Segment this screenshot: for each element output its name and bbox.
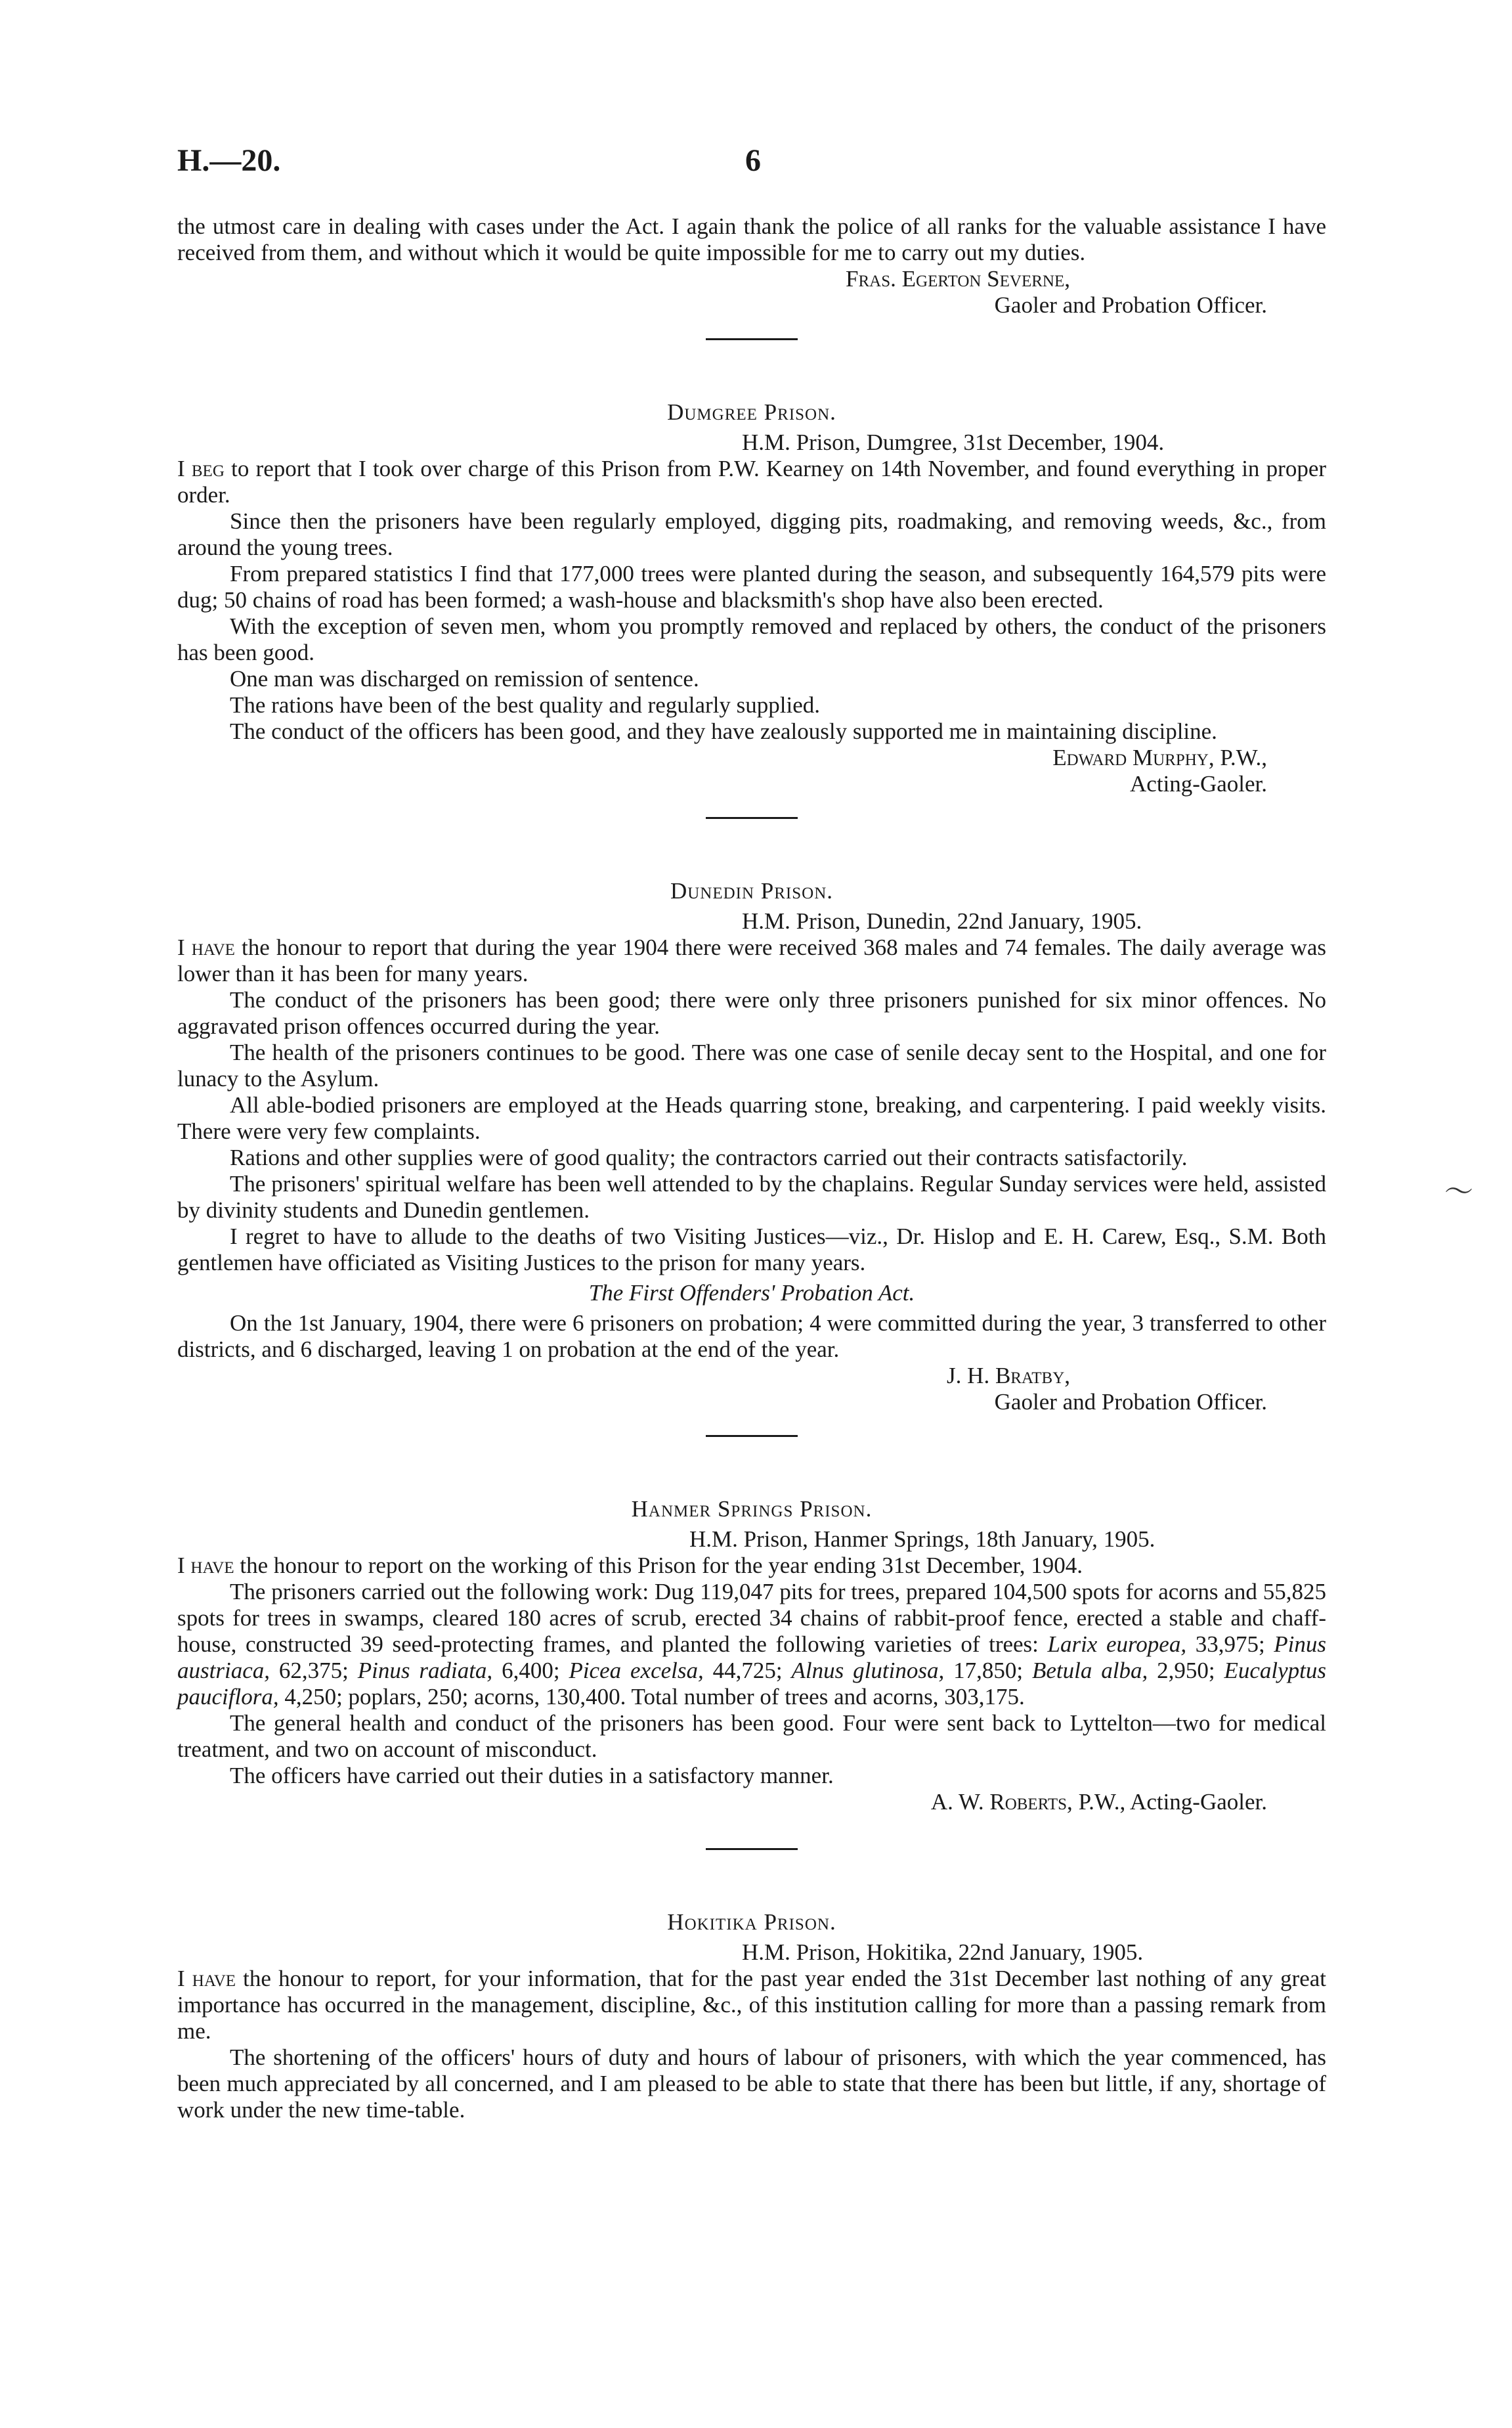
paragraph [177, 456, 1326, 508]
paragraph-text: to report that I took over charge of this Prison from P.W. Kearney on 14th November, and found everything in proper order. [177, 456, 1327, 508]
paragraph: The rations have been of the best quality and regularly supplied. [230, 692, 821, 718]
species-count: 17,850; [944, 1658, 1032, 1683]
paragraph-lead: I have [177, 935, 235, 960]
section-title: Hokitika Prison. [667, 1909, 836, 1935]
species-name: Pinus austriaca, [177, 1631, 1326, 1683]
paragraph: On the 1st January, 1904, there were 6 prisoners on probation; 4 were committed during the year, 3 transferred to other districts, and 6 discharged, leaving 1 on probation at the end of the year. [177, 1310, 1326, 1362]
section-divider [706, 338, 798, 340]
signatory-name: Fras. Egerton Severne, [846, 266, 1070, 292]
dateline: H.M. Prison, Hanmer Springs, 18th January, 1905. [689, 1526, 1156, 1552]
paragraph: From prepared statistics I find that 177,000 trees were planted during the season, and subsequently 164,579 pits were dug; 50 chains of road has been formed; a wash-house and blacksmith's shop have also been erected. [177, 561, 1326, 613]
paragraph: The officers have carried out their duties in a satisfactory manner. [230, 1763, 834, 1788]
paragraph: Since then the prisoners have been regularly employed, digging pits, roadmaking, and removing weeds, &c., from around the young trees. [177, 508, 1326, 560]
species-count: 2,950; [1148, 1658, 1224, 1683]
signatory-name: Edward Murphy, P.W., [1052, 745, 1267, 770]
species-name: Alnus glutinosa, [791, 1658, 945, 1683]
intro-paragraph: the utmost care in dealing with cases under the Act. I again thank the police of all ranks for the valuable assistance I have received from them, and without which it would be quite impossible for me to carry out my duties. [177, 213, 1326, 265]
signature-line [177, 1789, 1326, 1815]
paragraph [177, 1966, 1326, 2044]
signature-name [177, 266, 1326, 292]
signature-name [177, 1363, 1326, 1389]
signature-title: Acting-Gaoler. [1130, 771, 1267, 797]
species-count: 4,250; poplars, 250; acorns, 130,400. Total number of trees and acorns, 303,175. [278, 1684, 1025, 1710]
dateline: H.M. Prison, Hokitika, 22nd January, 1905. [742, 1939, 1144, 1965]
document-reference: H.—20. [177, 143, 281, 178]
signatory-name: A. W. Roberts, [930, 1789, 1073, 1815]
subheading: The First Offenders' Probation Act. [588, 1280, 915, 1306]
section-title: Dunedin Prison. [670, 878, 834, 904]
signature-title: P.W., Acting-Gaoler. [1072, 1789, 1267, 1815]
paragraph: The general health and conduct of the prisoners has been good. Four were sent back to Lyttelton—two for medical treatment, and two on account of misconduct. [177, 1710, 1326, 1762]
paragraph: The prisoners' spiritual welfare has been well attended to by the chaplains. Regular Sunday services were held, assisted by divinity students and Dunedin gentlemen. [177, 1171, 1326, 1223]
section-divider [706, 1435, 798, 1437]
dumgree-section [177, 399, 1326, 819]
species-name: Eucalyptus pauciflora, [177, 1658, 1326, 1710]
intro-section [177, 213, 1326, 340]
signature-title: Gaoler and Probation Officer. [994, 292, 1267, 318]
section-divider [706, 1848, 798, 1850]
page-content [177, 213, 1326, 2123]
paragraph [177, 935, 1326, 987]
species-count: 6,400; [492, 1658, 569, 1683]
species-count: 33,975; [1186, 1631, 1274, 1657]
signatory-name: J. H. Bratby, [947, 1363, 1070, 1388]
paragraph: The health of the prisoners continues to be good. There was one case of senile decay sent to the Hospital, and one for lunacy to the Asylum. [177, 1040, 1326, 1092]
species-count: 44,725; [703, 1658, 792, 1683]
paragraph-text: The prisoners carried out the following work: Dug 119,047 pits for trees, prepared 104,500 spots for acorns and 55,825 spots for trees in swamps, cleared 180 acres of scrub, erected 34 chains of rabbit-proof fence, erected a stable and chaff-house, constructed 39 seed-protecting frames, and planted the following varieties of trees: [177, 1579, 1326, 1657]
paragraph: One man was discharged on remission of sentence. [230, 666, 699, 692]
paragraph-text: the honour to report on the working of this Prison for the year ending 31st December, 1904. [234, 1553, 1083, 1578]
paragraph-lead: I have [177, 1553, 234, 1578]
scan-mark: 〜 [1444, 1175, 1473, 1208]
dateline: H.M. Prison, Dunedin, 22nd January, 1905. [742, 908, 1142, 934]
paragraph-text: the honour to report that during the year 1904 there were received 368 males and 74 females. The daily average was lower than it has been for many years. [177, 935, 1326, 986]
document-page [177, 0, 1326, 2428]
paragraph: The shortening of the officers' hours of duty and hours of labour of prisoners, with which the year commenced, has been much appreciated by all concerned, and I am pleased to be able to state that there has been but little, if any, shortage of work under the new time-table. [177, 2044, 1326, 2123]
paragraph: All able-bodied prisoners are employed at the Heads quarring stone, breaking, and carpentering. I paid weekly visits. There were very few complaints. [177, 1092, 1326, 1144]
paragraph-lead: I beg [177, 456, 225, 481]
signature-title: Gaoler and Probation Officer. [994, 1389, 1267, 1415]
hokitika-section [177, 1909, 1326, 2123]
species-count: 62,375; [269, 1658, 358, 1683]
paragraph: With the exception of seven men, whom you promptly removed and replaced by others, the conduct of the prisoners has been good. [177, 613, 1326, 665]
dateline: H.M. Prison, Dumgree, 31st December, 1904. [742, 430, 1165, 455]
paragraph-text: the honour to report, for your information, that for the past year ended the 31st December last nothing of any great importance has occurred in the management, discipline, &c., of this institution calling for more than a passing remark from me. [177, 1966, 1326, 2044]
paragraph-lead: I have [177, 1966, 236, 1991]
section-divider [706, 817, 798, 819]
species-name: Betula alba, [1031, 1658, 1148, 1683]
page-number: 6 [745, 143, 761, 178]
paragraph: Rations and other supplies were of good quality; the contractors carried out their contracts satisfactorily. [230, 1145, 1188, 1170]
section-title: Hanmer Springs Prison. [631, 1496, 873, 1522]
species-name: Picea excelsa, [569, 1658, 704, 1683]
paragraph: The conduct of the officers has been good, and they have zealously supported me in maintaining discipline. [230, 718, 1217, 744]
hanmer-section [177, 1496, 1326, 1850]
dunedin-section [177, 878, 1326, 1437]
paragraph [177, 1553, 1326, 1579]
section-title: Dumgree Prison. [667, 399, 836, 425]
signature-name [177, 745, 1326, 771]
paragraph: I regret to have to allude to the deaths of two Visiting Justices—viz., Dr. Hislop and E. H. Carew, Esq., S.M. Both gentlemen have officiated as Visiting Justices to the prison for many years. [177, 1224, 1326, 1275]
paragraph [177, 1579, 1326, 1710]
species-name: Pinus radiata, [357, 1658, 493, 1683]
species-name: Larix europea, [1047, 1631, 1187, 1657]
paragraph: The conduct of the prisoners has been good; there were only three prisoners punished for six minor offences. No aggravated prison offences occurred during the year. [177, 987, 1326, 1039]
